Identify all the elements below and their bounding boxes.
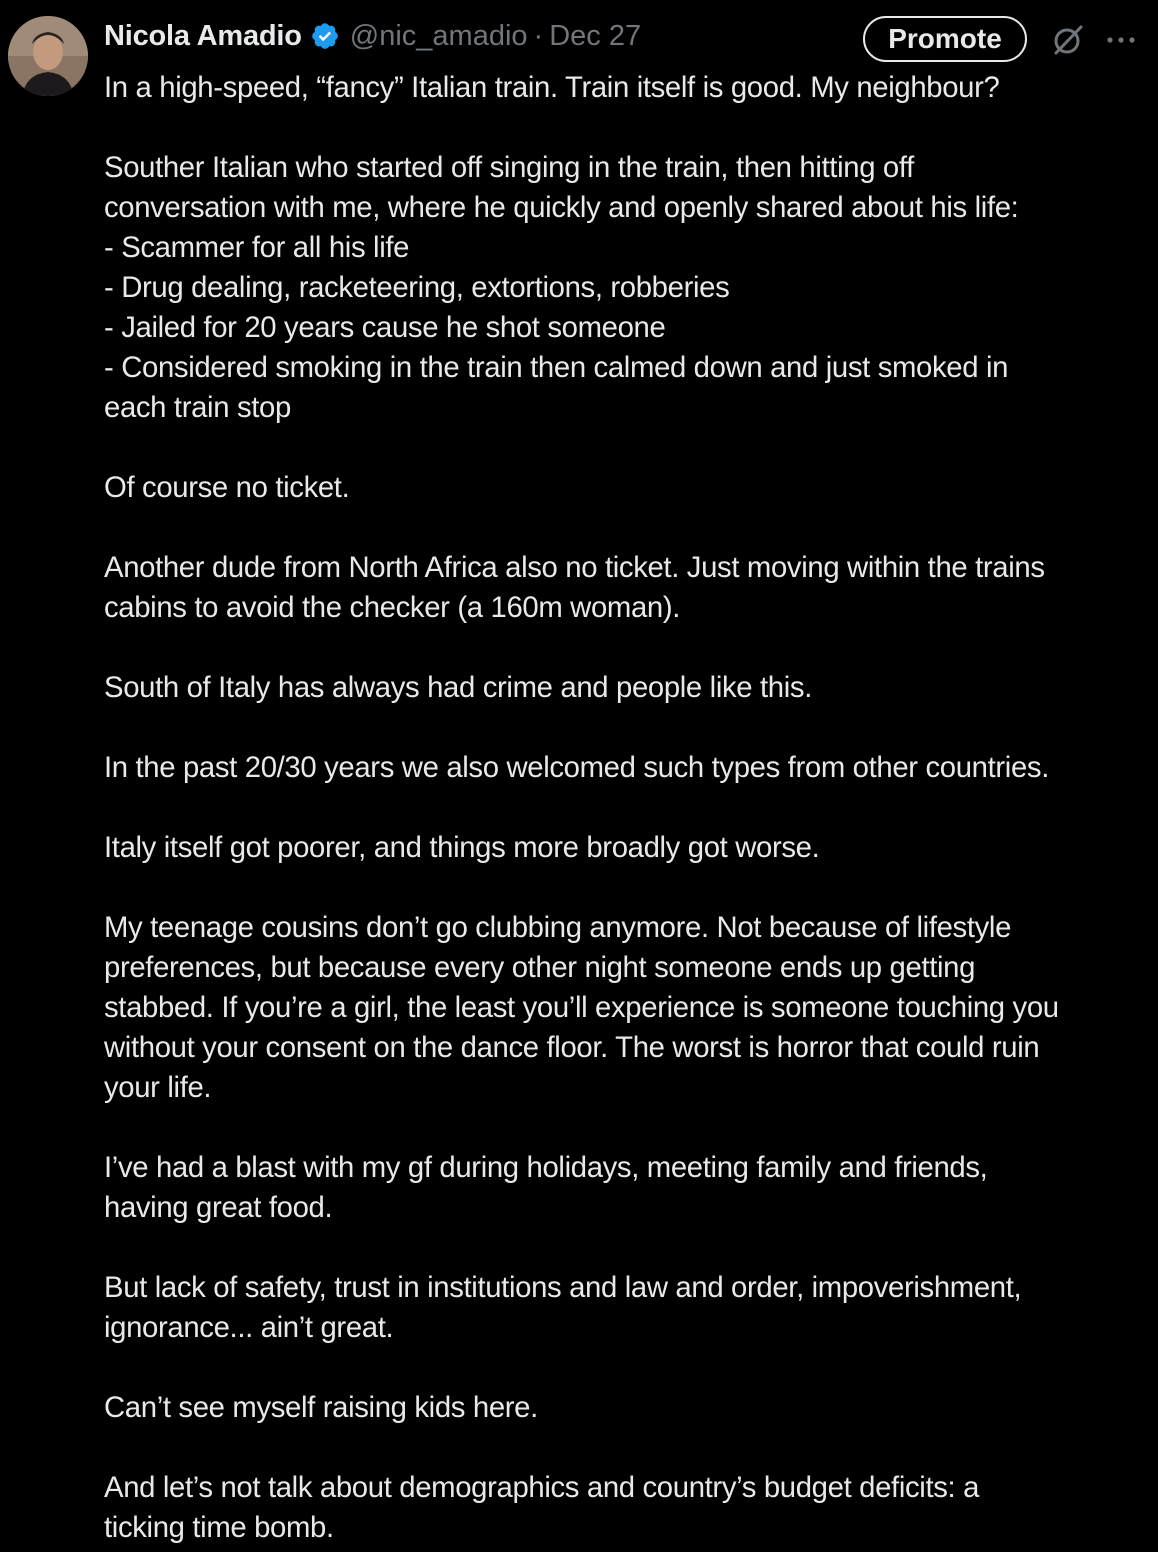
tweet-text-line: And let’s not talk about demographics and country’s budget deficits: a — [104, 1471, 980, 1504]
tweet-text — [104, 68, 1156, 1548]
tweet-text-line: - Scammer for all his life — [104, 231, 410, 264]
tweet-text-line: In a high-speed, “fancy” Italian train. Train itself is good. My neighbour? — [104, 71, 1000, 104]
tweet-text-line: your life. — [104, 1071, 212, 1104]
tweet-paragraph — [104, 748, 1156, 788]
tweet-text-line: ticking time bomb. — [104, 1511, 334, 1544]
tweet-paragraph — [104, 828, 1156, 868]
tweet-text-line: - Jailed for 20 years cause he shot someone — [104, 311, 666, 344]
tweet-text-line: Souther Italian who started off singing in the train, then hitting off — [104, 151, 914, 184]
tweet-paragraph — [104, 548, 1156, 628]
tweet-text-line: Of course no ticket. — [104, 471, 350, 504]
promote-button[interactable]: Promote — [863, 16, 1027, 62]
tweet-date[interactable]: Dec 27 — [549, 19, 642, 52]
tweet-text-line: preferences, but because every other night someone ends up getting — [104, 951, 976, 984]
tweet-paragraph — [104, 68, 1156, 108]
tweet-text-line: My teenage cousins don’t go clubbing anymore. Not because of lifestyle — [104, 911, 1012, 944]
tweet-text-line: But lack of safety, trust in institutions and law and order, impoverishment, — [104, 1271, 1022, 1304]
tweet-paragraph — [104, 1148, 1156, 1228]
tweet-paragraph — [104, 908, 1156, 1108]
tweet-text-line: I’ve had a blast with my gf during holidays, meeting family and friends, — [104, 1151, 988, 1184]
tweet-paragraph — [104, 468, 1156, 508]
author-name[interactable]: Nicola Amadio — [104, 19, 302, 52]
tweet-paragraph — [104, 148, 1156, 428]
tweet-text-line: Can’t see myself raising kids here. — [104, 1391, 538, 1424]
tweet-text-line: cabins to avoid the checker (a 160m woman). — [104, 591, 681, 624]
grok-icon[interactable] — [1050, 22, 1086, 58]
verified-badge-icon[interactable] — [310, 21, 340, 51]
more-icon[interactable] — [1104, 26, 1140, 54]
avatar[interactable] — [8, 16, 88, 96]
tweet-text-line: South of Italy has always had crime and people like this. — [104, 671, 812, 704]
author-handle[interactable]: @nic_amadio — [349, 19, 528, 52]
tweet-text-line: conversation with me, where he quickly and openly shared about his life: — [104, 191, 1019, 224]
tweet-text-line: - Drug dealing, racketeering, extortions, robberies — [104, 271, 730, 304]
tweet-text-line: ignorance... ain’t great. — [104, 1311, 394, 1344]
tweet-paragraph — [104, 1468, 1156, 1548]
tweet-text-line: without your consent on the dance floor. The worst is horror that could ruin — [104, 1031, 1040, 1064]
tweet-text-line: each train stop — [104, 391, 291, 424]
tweet-text-line: - Considered smoking in the train then calmed down and just smoked in — [104, 351, 1009, 384]
tweet-paragraph — [104, 1268, 1156, 1348]
tweet-text-line: In the past 20/30 years we also welcomed such types from other countries. — [104, 751, 1049, 784]
tweet-paragraph — [104, 668, 1156, 708]
tweet-text-line: stabbed. If you’re a girl, the least you’ll experience is someone touching you — [104, 991, 1059, 1024]
tweet-header — [104, 14, 641, 58]
tweet-text-line: Another dude from North Africa also no ticket. Just moving within the trains — [104, 551, 1045, 584]
tweet-text-line: Italy itself got poorer, and things more broadly got worse. — [104, 831, 820, 864]
tweet-paragraph — [104, 1388, 1156, 1428]
tweet-text-line: having great food. — [104, 1191, 333, 1224]
separator-dot: · — [533, 19, 544, 52]
